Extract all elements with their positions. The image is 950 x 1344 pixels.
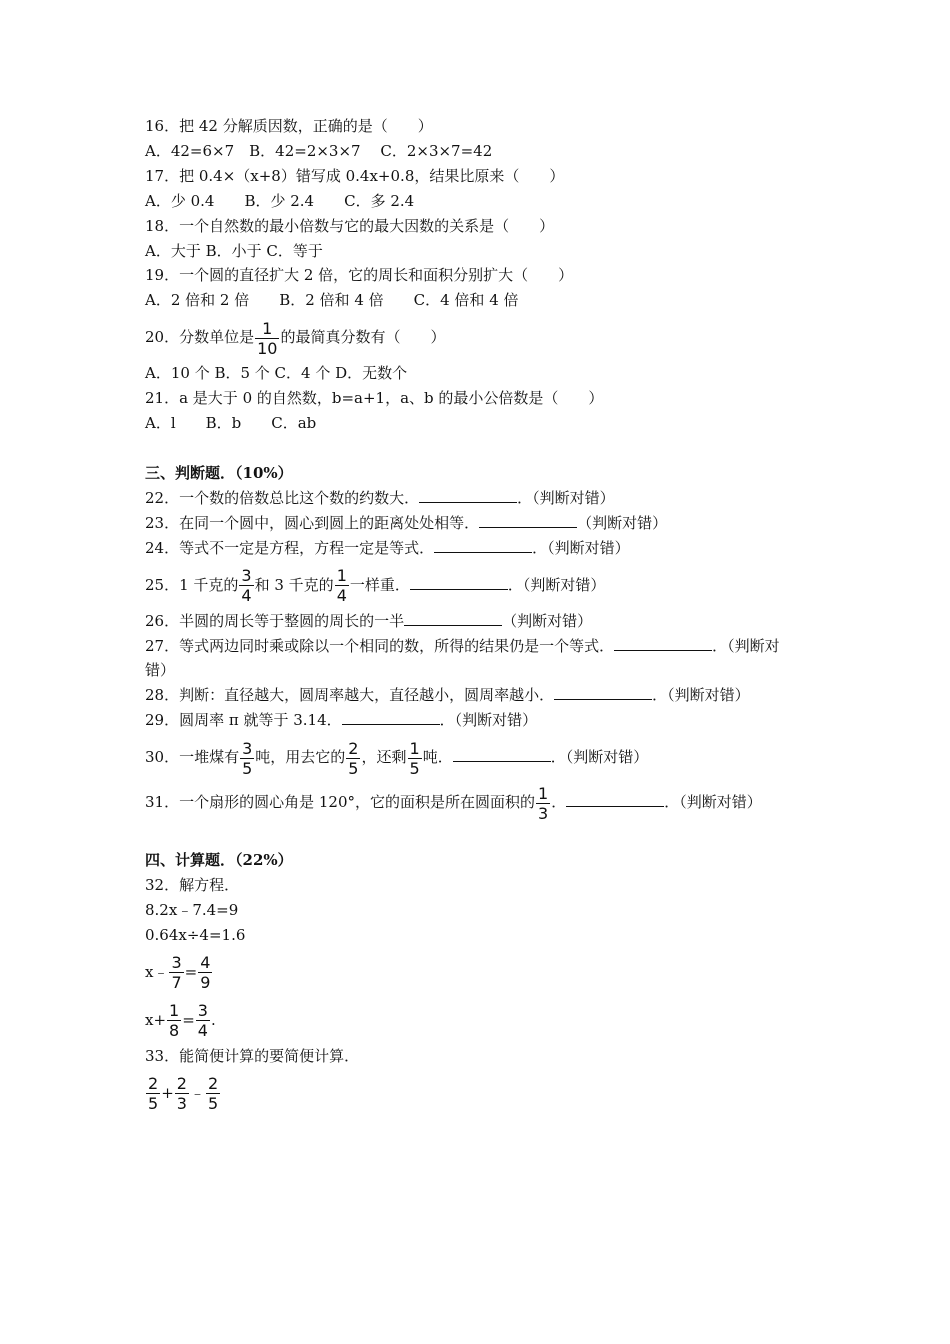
question-21: 21．a 是大于 0 的自然数，b=a+1，a、b 的最小公倍数是（ ）: [145, 389, 604, 408]
question-16: 16．把 42 分解质因数，正确的是（ ）: [145, 117, 433, 135]
question-27: 27．等式两边同时乘或除以一个相同的数，所得的结果仍是一个等式． ．（判断对错）: [145, 636, 780, 680]
answer-blank[interactable]: [410, 575, 508, 590]
question-19: 19．一个圆的直径扩大 2 倍，它的周长和面积分别扩大（ ）: [145, 266, 574, 285]
question-24: 24．等式不一定是方程，方程一定是等式． ．（判断对错）: [145, 538, 630, 557]
equation-4: x+ $\frac{1}{8}$ = $\frac{3}{4}$ .: [145, 1001, 216, 1041]
fraction: $\frac{2}{3}$: [176, 1074, 187, 1114]
question-17-options: A．少 0.4 B．少 2.4 C．多 2.4: [145, 191, 415, 210]
answer-blank[interactable]: [434, 538, 532, 553]
fraction: $\frac{3}{4}$: [241, 566, 252, 606]
question-20-options: A．10 个 B．5 个 C．4 个 D．无数个: [145, 364, 408, 383]
question-28: 28．判断：直径越大，圆周率越大，直径越小，圆周率越小． ．（判断对错）: [145, 686, 750, 705]
question-16-options: A．42=6×7 B．42=2×3×7 C．2×3×7=42: [145, 141, 493, 160]
question-30: 30．一堆煤有 $\frac{3}{5}$ 吨，用去它的 $\frac{2}{5}$ ，还剩 $\frac{1}{5}$ 吨． ．（判断对错）: [145, 738, 649, 778]
expression-33: $\frac{2}{5}$ + $\frac{2}{3}$ ﹣ $\frac{2}{5}$: [148, 1074, 219, 1114]
question-20: 20．分数单位是 $\frac{1}{10}$ 的最简真分数有（ ）: [145, 318, 446, 358]
answer-blank[interactable]: [566, 792, 664, 807]
question-21-options: A．l B．b C．ab: [145, 414, 317, 433]
question-17: 17．把 0.4×（x+8）错写成 0.4x+0.8，结果比原来（ ）: [145, 166, 565, 185]
question-31: 31．一个扇形的圆心角是 120°，它的面积是所在圆面积的 $\frac{1}{3}$ ． ．（判断对错）: [145, 783, 762, 823]
question-18: 18．一个自然数的最小倍数与它的最大因数的关系是（ ）: [145, 216, 555, 235]
question-25: 25．1 千克的 $\frac{3}{4}$ 和 3 千克的 $\frac{1}{4}$ 一样重． ．（判断对错）: [145, 566, 606, 606]
fraction: $\frac{3}{5}$: [242, 738, 253, 778]
answer-blank[interactable]: [342, 710, 440, 725]
question-33: 33．能简便计算的要简便计算．: [145, 1046, 360, 1065]
fraction: $\frac{1}{10}$: [257, 318, 278, 358]
fraction: $\frac{1}{4}$: [336, 566, 347, 606]
question-29: 29．圆周率 π 就等于 3.14． ．（判断对错）: [145, 711, 538, 730]
question-19-options: A．2 倍和 2 倍 B．2 倍和 4 倍 C．4 倍和 4 倍: [145, 291, 519, 310]
section-3-title: 三、判断题．（10%）: [145, 463, 293, 482]
answer-blank[interactable]: [614, 636, 712, 651]
fraction: $\frac{2}{5}$: [207, 1074, 219, 1114]
fraction: $\frac{2}{5}$: [348, 738, 359, 778]
answer-blank[interactable]: [554, 685, 652, 700]
fraction: $\frac{4}{9}$: [200, 953, 211, 993]
question-18-options: A．大于 B．小于 C．等于: [145, 241, 323, 260]
fraction: $\frac{1}{3}$: [538, 783, 549, 823]
equation-2: 0.64x÷4=1.6: [145, 925, 246, 944]
worksheet-content: [145, 114, 795, 1117]
question-22: 22．一个数的倍数总比这个数的约数大． ．（判断对错）: [145, 488, 615, 507]
fraction: $\frac{1}{5}$: [409, 738, 420, 778]
question-26: 26．半圆的周长等于整圆的周长的一半 （判断对错）: [145, 611, 593, 630]
equation-1: 8.2x﹣7.4=9: [145, 900, 239, 919]
fraction: $\frac{1}{8}$: [169, 1001, 180, 1041]
section-4-title: 四、计算题．（22%）: [145, 851, 293, 870]
answer-blank[interactable]: [404, 611, 502, 626]
fraction: $\frac{3}{7}$: [171, 953, 182, 993]
fraction: $\frac{3}{4}$: [197, 1001, 208, 1041]
answer-blank[interactable]: [419, 488, 517, 503]
answer-blank[interactable]: [479, 513, 577, 528]
question-32: 32．解方程．: [145, 876, 240, 895]
fraction: $\frac{2}{5}$: [148, 1074, 159, 1114]
equation-3: x﹣ $\frac{3}{7}$ = $\frac{4}{9}$: [145, 953, 211, 993]
question-23: 23．在同一个圆中，圆心到圆上的距离处处相等． （判断对错）: [145, 513, 668, 532]
answer-blank[interactable]: [453, 747, 551, 762]
